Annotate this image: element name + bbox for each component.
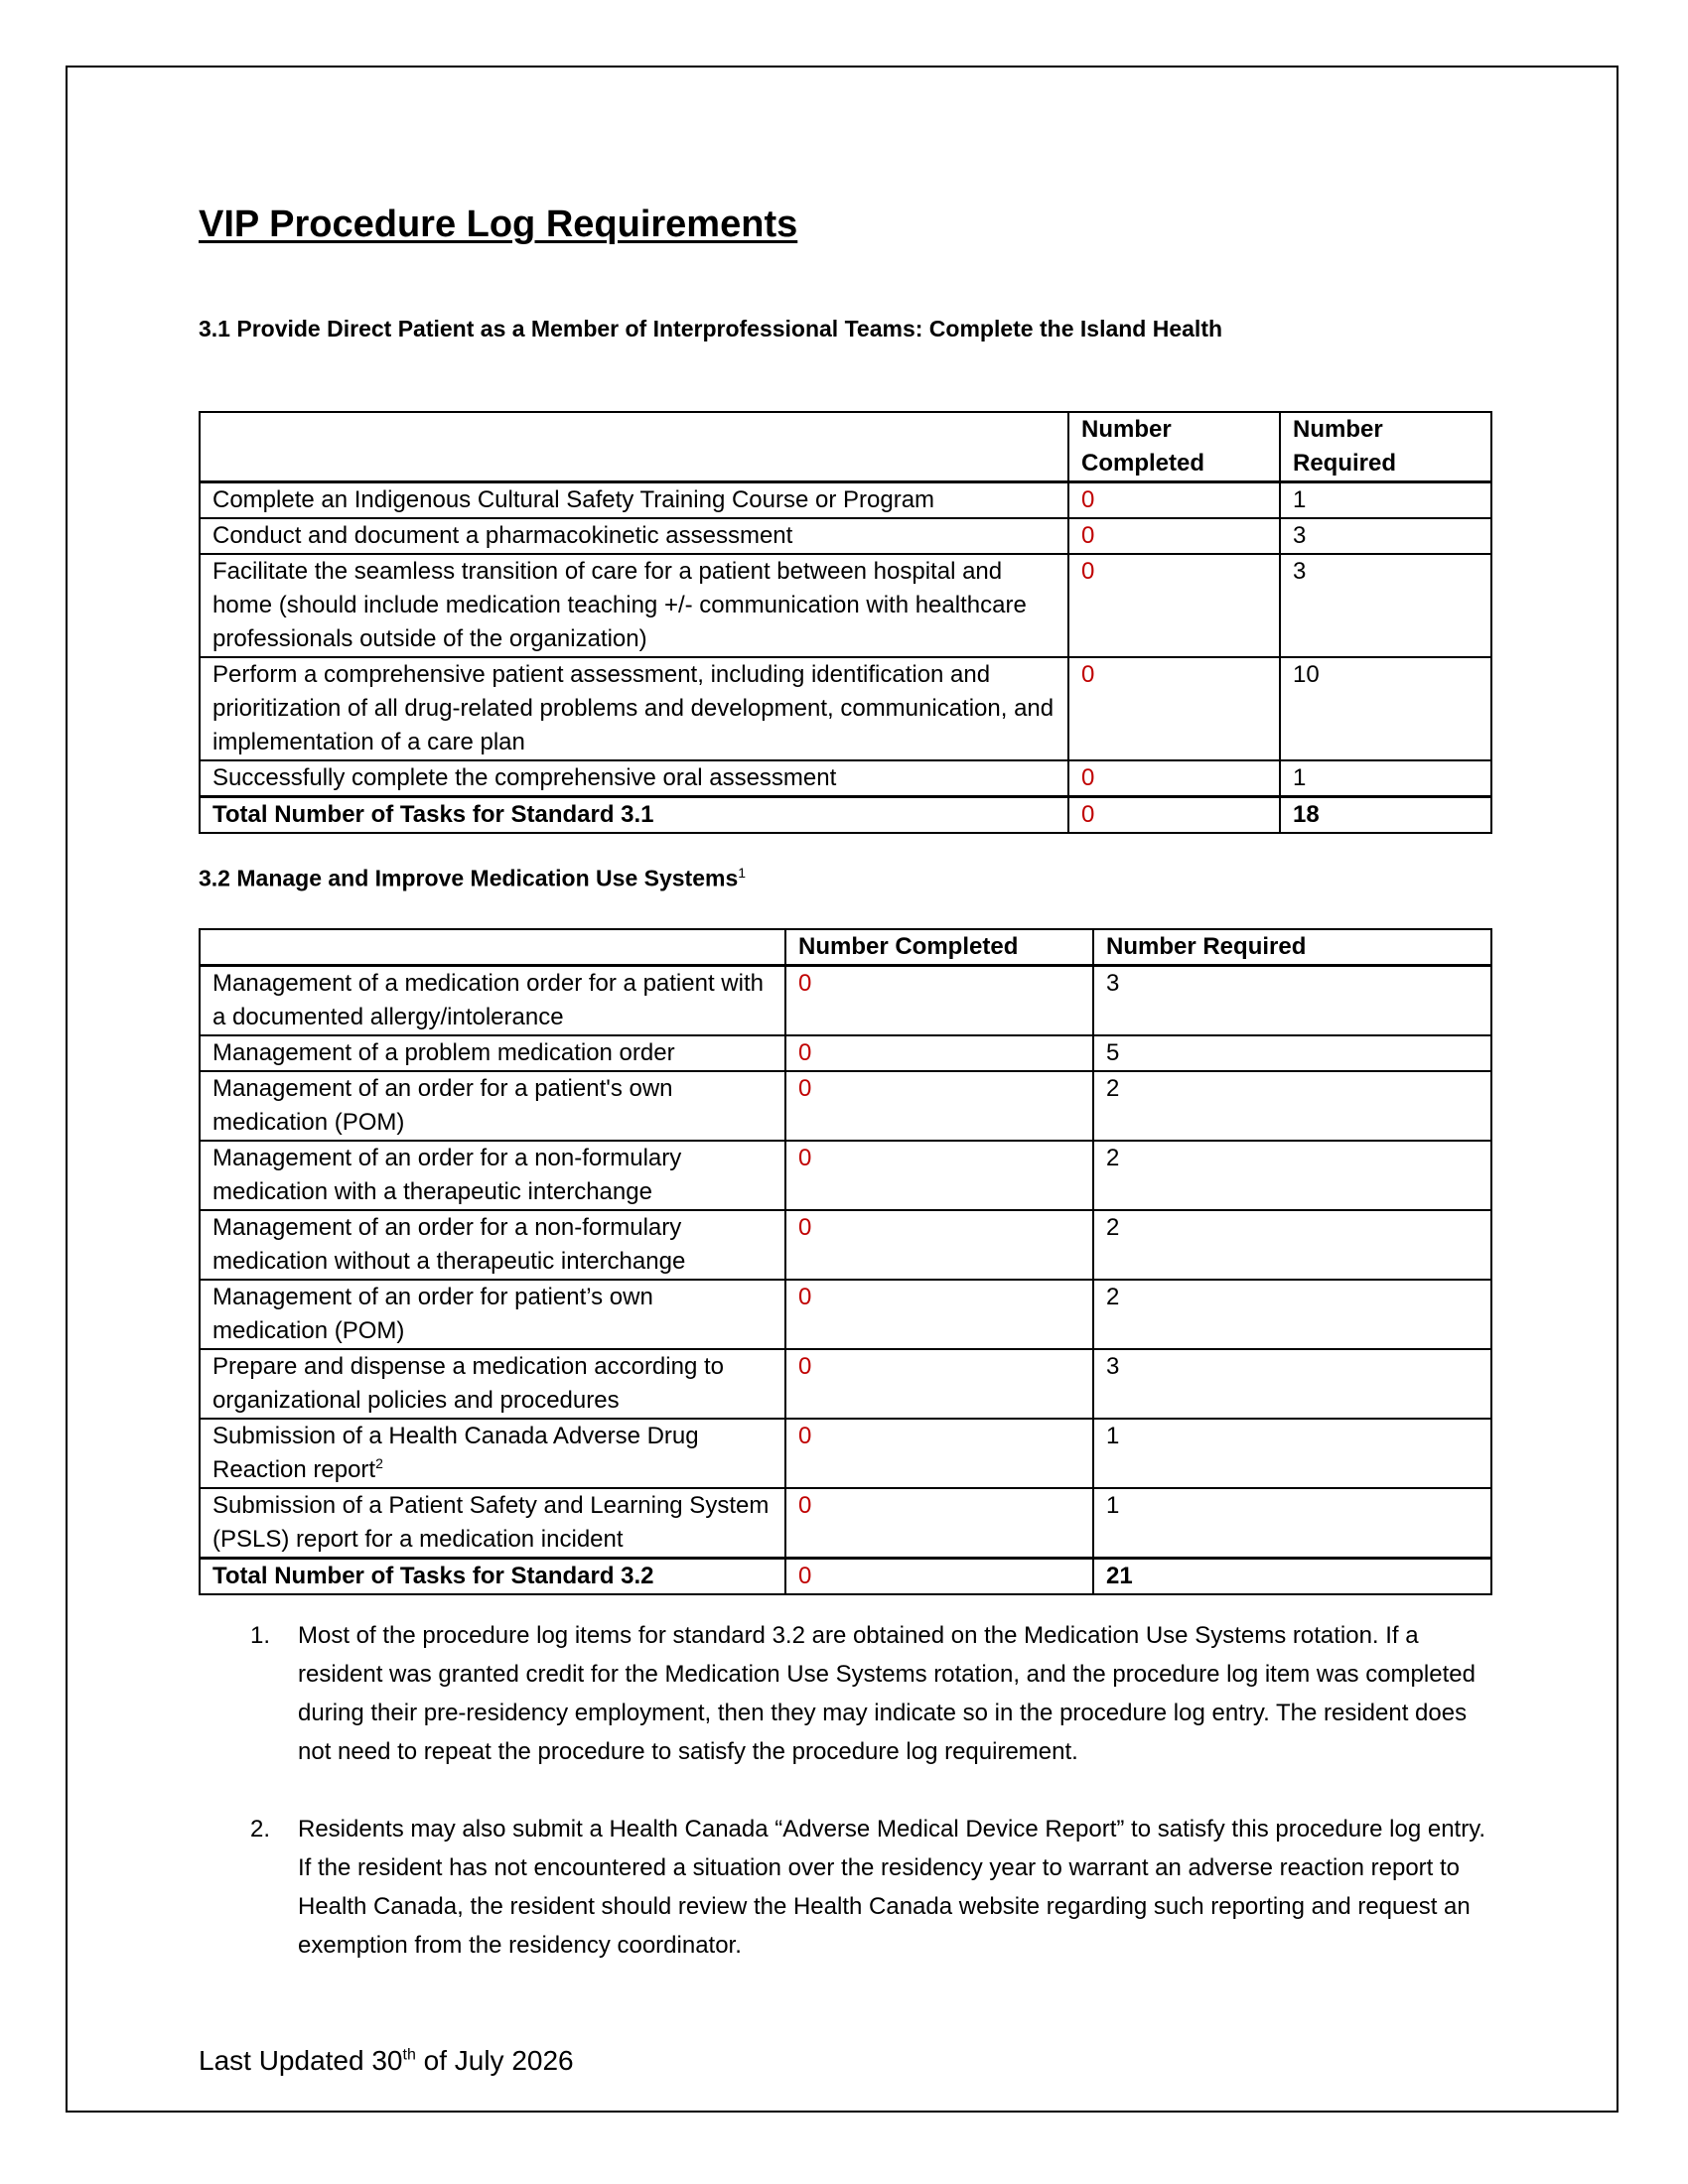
completed-cell: 0 bbox=[785, 1419, 1093, 1488]
column-header-required: Number Required bbox=[1280, 412, 1491, 482]
total-row bbox=[200, 797, 1491, 834]
task-cell: Management of an order for patient’s own medication (POM) bbox=[200, 1280, 785, 1349]
completed-cell: 0 bbox=[785, 1035, 1093, 1071]
task-cell: Management of an order for a patient's own medication (POM) bbox=[200, 1071, 785, 1141]
task-cell bbox=[200, 1419, 785, 1488]
section-3-1-table bbox=[199, 411, 1492, 834]
table-row bbox=[200, 482, 1491, 519]
required-cell: 2 bbox=[1093, 1071, 1491, 1141]
last-updated-suffix: of July 2026 bbox=[415, 2045, 574, 2076]
completed-cell: 0 bbox=[785, 1141, 1093, 1210]
required-cell: 3 bbox=[1093, 1349, 1491, 1419]
table-row bbox=[200, 554, 1491, 657]
required-cell: 1 bbox=[1280, 482, 1491, 519]
completed-cell: 0 bbox=[1068, 518, 1280, 554]
section-3-2-table bbox=[199, 928, 1492, 1595]
total-label: Total Number of Tasks for Standard 3.2 bbox=[200, 1559, 785, 1595]
column-header bbox=[200, 412, 1068, 482]
footnote-item bbox=[199, 1810, 1499, 1965]
last-updated bbox=[199, 2045, 574, 2077]
task-cell: Facilitate the seamless transition of care for a patient between hospital and home (should include medication teaching +/- communication with healthcare professionals outside of the organization) bbox=[200, 554, 1068, 657]
total-required: 21 bbox=[1093, 1559, 1491, 1595]
footnote-number: 2. bbox=[250, 1816, 271, 1843]
footnote-marker: 2 bbox=[375, 1455, 383, 1471]
task-cell: Submission of a Patient Safety and Learning System (PSLS) report for a medication incident bbox=[200, 1488, 785, 1559]
required-cell: 3 bbox=[1280, 518, 1491, 554]
table-row bbox=[200, 1280, 1491, 1349]
section-3-1-heading: 3.1 Provide Direct Patient as a Member of Interprofessional Teams: Complete the Island Health bbox=[199, 316, 1223, 341]
column-header-completed: Number Completed bbox=[1068, 412, 1280, 482]
task-cell: Complete an Indigenous Cultural Safety Training Course or Program bbox=[200, 482, 1068, 519]
table-row bbox=[200, 1071, 1491, 1141]
task-cell: Management of an order for a non-formulary medication with a therapeutic interchange bbox=[200, 1141, 785, 1210]
task-cell: Successfully complete the comprehensive oral assessment bbox=[200, 760, 1068, 797]
required-cell: 2 bbox=[1093, 1280, 1491, 1349]
footnote-marker: 1 bbox=[738, 865, 747, 881]
column-header-completed: Number Completed bbox=[785, 929, 1093, 966]
task-cell: Prepare and dispense a medication according to organizational policies and procedures bbox=[200, 1349, 785, 1419]
required-cell: 1 bbox=[1280, 760, 1491, 797]
last-updated-ordinal: th bbox=[402, 2046, 416, 2064]
required-cell: 3 bbox=[1280, 554, 1491, 657]
table-row bbox=[200, 966, 1491, 1036]
total-label: Total Number of Tasks for Standard 3.1 bbox=[200, 797, 1068, 834]
footnote-number: 1. bbox=[250, 1622, 271, 1649]
task-cell: Management of an order for a non-formulary medication without a therapeutic interchange bbox=[200, 1210, 785, 1280]
section-3-2-heading-text: 3.2 Manage and Improve Medication Use Systems bbox=[199, 865, 739, 891]
completed-cell: 0 bbox=[1068, 760, 1280, 797]
table-row bbox=[200, 1488, 1491, 1559]
required-cell: 2 bbox=[1093, 1210, 1491, 1280]
total-completed: 0 bbox=[785, 1559, 1093, 1595]
table-row bbox=[200, 1141, 1491, 1210]
required-cell: 3 bbox=[1093, 966, 1491, 1036]
task-text: Submission of a Health Canada Adverse Drug Reaction report bbox=[212, 1423, 699, 1483]
required-cell: 2 bbox=[1093, 1141, 1491, 1210]
completed-cell: 0 bbox=[785, 1280, 1093, 1349]
required-cell: 1 bbox=[1093, 1419, 1491, 1488]
completed-cell: 0 bbox=[785, 1488, 1093, 1559]
task-cell: Management of a medication order for a patient with a documented allergy/intolerance bbox=[200, 966, 785, 1036]
table-row bbox=[200, 760, 1491, 797]
table-row bbox=[200, 657, 1491, 760]
task-cell: Conduct and document a pharmacokinetic assessment bbox=[200, 518, 1068, 554]
footnotes-list bbox=[199, 1616, 1499, 2003]
completed-cell: 0 bbox=[785, 1071, 1093, 1141]
required-cell: 10 bbox=[1280, 657, 1491, 760]
completed-cell: 0 bbox=[1068, 482, 1280, 519]
table-row bbox=[200, 1210, 1491, 1280]
task-cell: Perform a comprehensive patient assessment, including identification and prioritization of all drug-related problems and development, communication, and implementation of a care plan bbox=[200, 657, 1068, 760]
last-updated-prefix: Last Updated 30 bbox=[199, 2045, 403, 2076]
table-header-row bbox=[200, 412, 1491, 482]
total-completed: 0 bbox=[1068, 797, 1280, 834]
table-row bbox=[200, 518, 1491, 554]
table-row bbox=[200, 1349, 1491, 1419]
required-cell: 5 bbox=[1093, 1035, 1491, 1071]
footnote-text: Most of the procedure log items for standard 3.2 are obtained on the Medication Use Systems rotation. If a resident was granted credit for the Medication Use Systems rotation, and the procedure log item was completed during their pre-residency employment, then they may indicate so in the procedure log entry. The resident does not need to repeat the procedure to satisfy the procedure log requirement. bbox=[298, 1622, 1476, 1765]
column-header-required: Number Required bbox=[1093, 929, 1491, 966]
completed-cell: 0 bbox=[1068, 657, 1280, 760]
footnote-text: Residents may also submit a Health Canada “Adverse Medical Device Report” to satisfy this procedure log entry. If the resident has not encountered a situation over the residency year to warrant an adverse reaction report to Health Canada, the resident should review the Health Canada website regarding such reporting and request an exemption from the residency coordinator. bbox=[298, 1816, 1486, 1959]
completed-cell: 0 bbox=[785, 966, 1093, 1036]
table-row bbox=[200, 1035, 1491, 1071]
required-cell: 1 bbox=[1093, 1488, 1491, 1559]
total-row bbox=[200, 1559, 1491, 1595]
completed-cell: 0 bbox=[1068, 554, 1280, 657]
section-3-2-heading bbox=[199, 865, 746, 892]
footnote-item bbox=[199, 1616, 1499, 1771]
total-required: 18 bbox=[1280, 797, 1491, 834]
page-title: VIP Procedure Log Requirements bbox=[199, 204, 798, 245]
completed-cell: 0 bbox=[785, 1349, 1093, 1419]
task-cell: Management of a problem medication order bbox=[200, 1035, 785, 1071]
column-header bbox=[200, 929, 785, 966]
table-header-row bbox=[200, 929, 1491, 966]
completed-cell: 0 bbox=[785, 1210, 1093, 1280]
table-row bbox=[200, 1419, 1491, 1488]
